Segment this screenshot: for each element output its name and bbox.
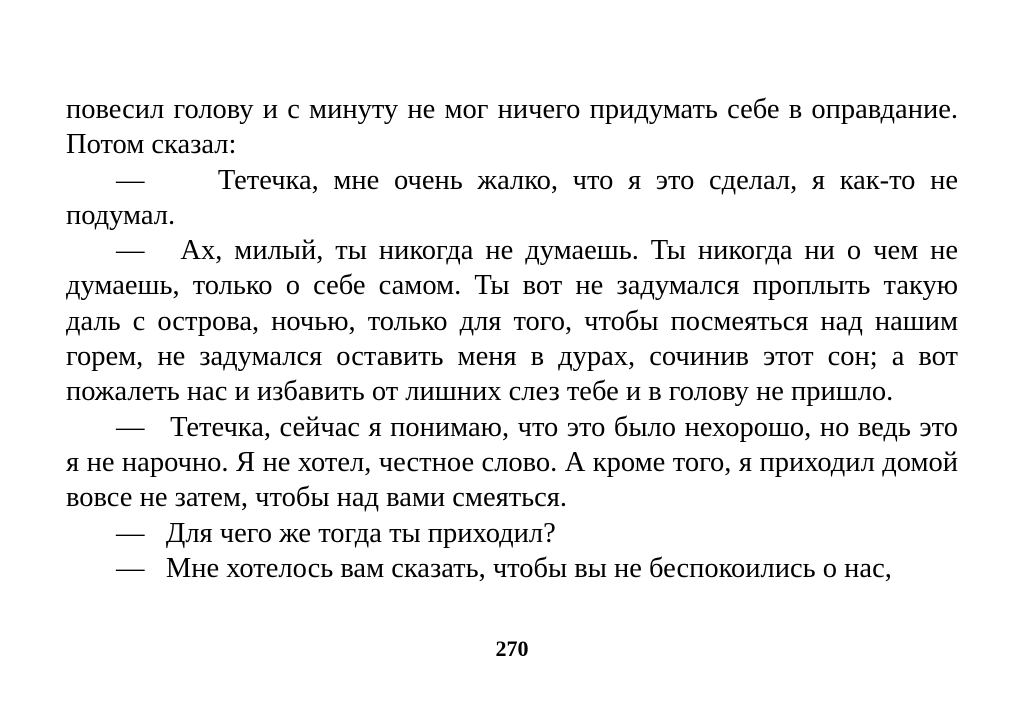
paragraph-6: — Мне хотелось вам сказать, чтобы вы не беспокоились о нас, [116, 552, 892, 584]
page-body [66, 92, 966, 586]
body-text [66, 92, 966, 586]
page-number: 270 [495, 636, 529, 661]
paragraph-3: — Ах, милый, ты никогда не думаешь. Ты никогда ни о чем не думаешь, только о себе самом. Ты вот не задумался проплыть такую даль с острова, ночью, только для того, чтобы посмеяться над нашим горем, не задумался оставить меня в дурах, сочинив этот сон; а вот пожалеть нас и избавить от лишних слез тебе и в голову не пришло. [66, 235, 966, 408]
paragraph-1: повесил голову и с минуту не мог ничего придумать себе в оправдание. Потом сказал: [66, 94, 958, 161]
paragraph-4: — Тетечка, сейчас я понимаю, что это было нехорошо, но ведь это я не нарочно. Я не хотел, честное слово. А кроме того, я приходил домой вовсе не затем, чтобы над вами смеяться. [66, 411, 966, 514]
paragraph-2: — Тетечка, мне очень жалко, что я это сделал, я как-то не подумал. [66, 164, 966, 231]
paragraph-5: — Для чего же тогда ты приходил? [116, 517, 556, 549]
